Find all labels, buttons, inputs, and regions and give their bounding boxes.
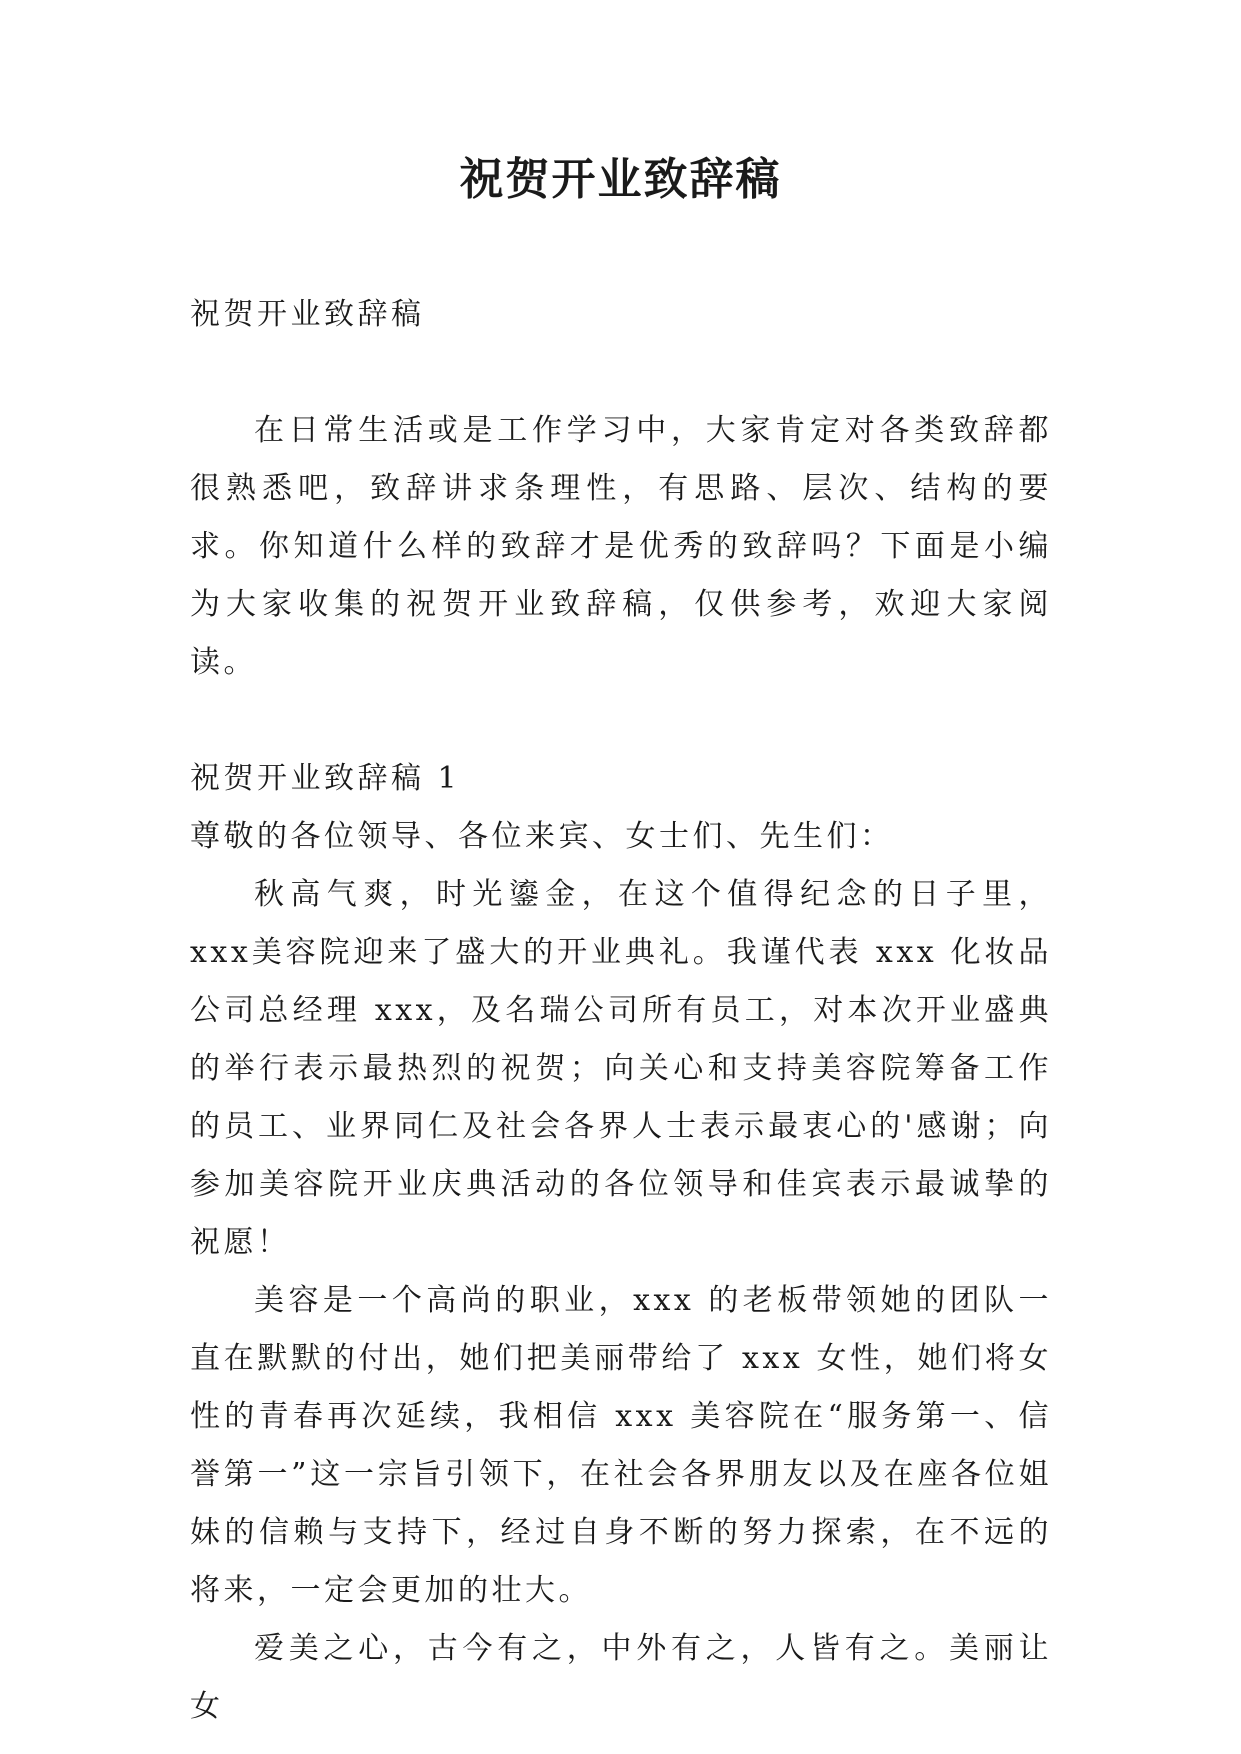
salutation: 尊敬的各位领导、各位来宾、女士们、先生们： <box>190 819 894 854</box>
document-title: 祝贺开业致辞稿 <box>459 154 782 205</box>
section-heading: 祝贺开业致辞稿 1 <box>190 761 461 796</box>
intro-paragraph: 在日常生活或是工作学习中，大家肯定对各类致辞都很熟悉吧，致辞讲求条理性，有思路、层次、结构的要求。你知道什么样的致辞才是优秀的致辞吗？下面是小编为大家收集的祝贺开业致辞稿，仅供参考，欢迎大家阅读。 <box>190 413 1052 680</box>
document-body <box>190 286 1052 1736</box>
body-paragraph-1: 秋高气爽，时光鎏金，在这个值得纪念的日子里，xxx美容院迎来了盛大的开业典礼。我谨代表 xxx 化妆品公司总经理 xxx，及名瑞公司所有员工，对本次开业盛典的举行表示最热烈的祝贺；向关心和支持美容院筹备工作的员工、业界同仁及社会各界人士表示最衷心的'感谢；向参加美容院开业庆典活动的各位领导和佳宾表示最诚挚的祝愿！ <box>190 877 1052 1260</box>
body-paragraph-3: 爱美之心，古今有之，中外有之，人皆有之。美丽让女 <box>190 1631 1052 1724</box>
document-subtitle: 祝贺开业致辞稿 <box>190 297 425 332</box>
body-paragraph-2: 美容是一个高尚的职业，xxx 的老板带领她的团队一直在默默的付出，她们把美丽带给了 xxx 女性，她们将女性的青春再次延续，我相信 xxx 美容院在“服务第一、信誉第一”这一宗旨引领下，在社会各界朋友以及在座各位姐妹的信赖与支持下，经过自身不断的努力探索，在不远的将来，一定会更加的壮大。 <box>190 1283 1052 1608</box>
